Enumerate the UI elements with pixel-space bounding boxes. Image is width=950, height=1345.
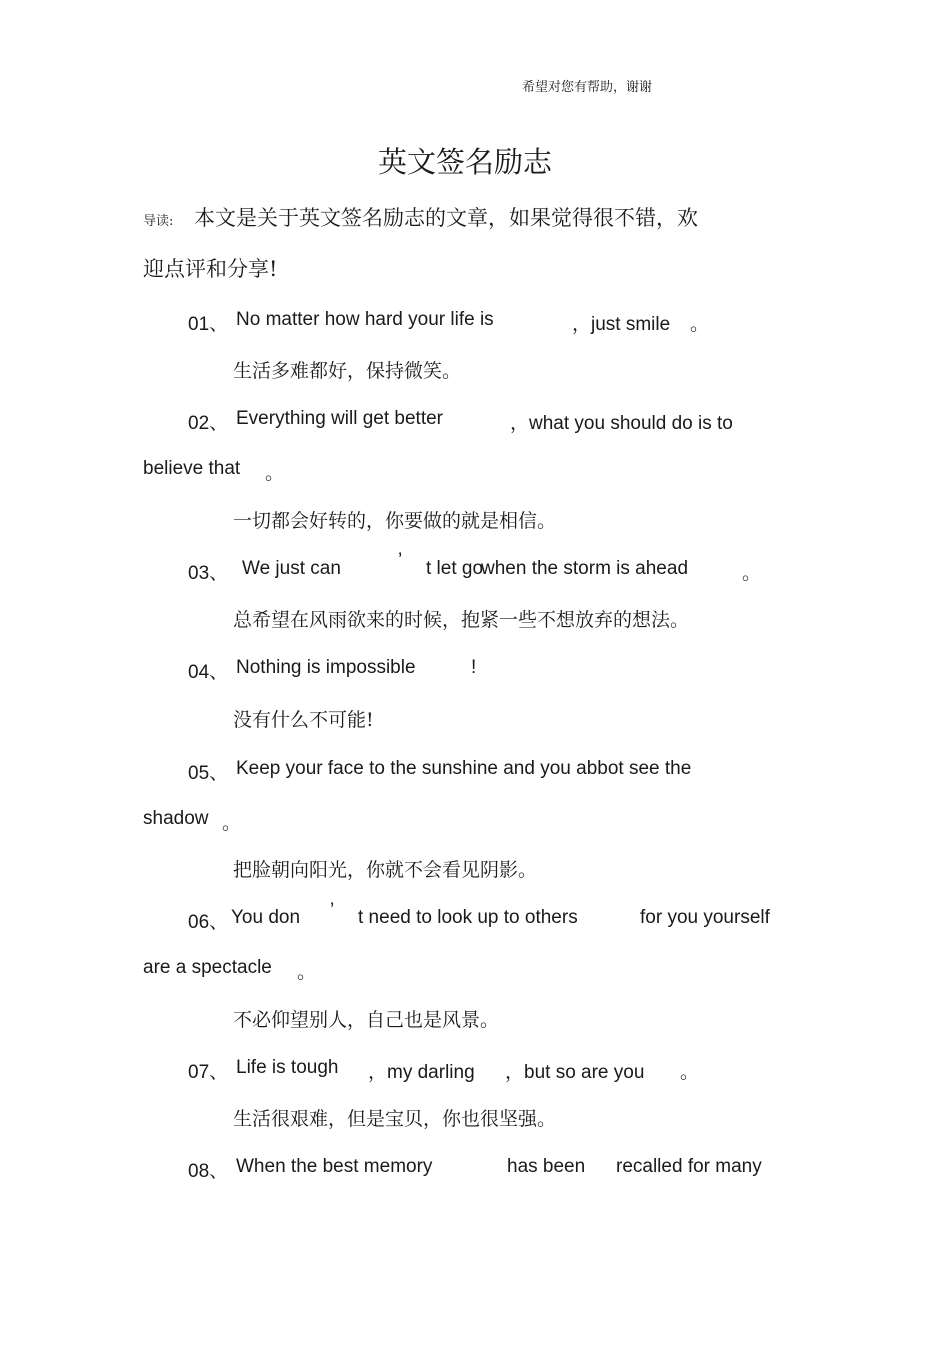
intro-line-1: 本文是关于英文签名励志的文章，如果觉得很不错，欢 (194, 206, 698, 230)
item-08-number: 08、 (188, 1161, 229, 1182)
item-05-en-cont-b: 。 (222, 813, 242, 834)
item-07-zh: 生活很艰难，但是宝贝，你也很坚强。 (233, 1108, 557, 1130)
item-06-zh: 不必仰望别人，自己也是风景。 (233, 1009, 500, 1031)
item-06-number: 06、 (188, 912, 229, 933)
item-07-en-b: ，my darling (368, 1062, 475, 1083)
intro-line-2: 迎点评和分享! (143, 257, 278, 281)
item-02-en-cont-b: 。 (265, 463, 285, 484)
item-06-apostrophe: ’ (330, 900, 335, 921)
item-03-number: 03、 (188, 563, 229, 584)
item-07-en-c: ，but so are you (505, 1062, 645, 1083)
header-note: 希望对您有帮助，谢谢 (522, 80, 653, 95)
item-01-zh: 生活多难都好，保持微笑。 (233, 360, 462, 382)
item-02-en-b: ，what you should do is to (510, 413, 733, 434)
item-05-zh: 把脸朝向阳光，你就不会看见阴影。 (233, 859, 538, 881)
item-08-en-c: recalled for many (616, 1156, 762, 1177)
item-03-zh: 总希望在风雨欲来的时候，抱紧一些不想放弃的想法。 (233, 609, 690, 631)
item-06-en-cont-a: are a spectacle (143, 957, 272, 978)
item-03-en-a: We just can (242, 558, 341, 579)
item-03-en-c: when the storm is ahead (481, 558, 689, 579)
item-06-en-b: t need to look up to others (358, 907, 578, 928)
item-06-en-c: for you yourself (640, 907, 770, 928)
item-02-en-cont-a: believe that (143, 458, 241, 479)
item-01-en-b: ，just smile (572, 314, 671, 335)
item-08-en-a: When the best memory (236, 1156, 433, 1177)
item-01-number: 01、 (188, 314, 229, 335)
item-05-number: 05、 (188, 763, 229, 784)
item-04-en-b: ! (471, 657, 477, 678)
item-04-number: 04、 (188, 662, 229, 683)
item-06-en-a: You don (231, 907, 301, 928)
item-08-en-b: has been (507, 1156, 586, 1177)
intro-label: 导读: (143, 214, 174, 229)
item-06-en-cont-b: 。 (297, 962, 317, 983)
item-03-en-d: 。 (742, 563, 762, 584)
item-02-number: 02、 (188, 413, 229, 434)
item-02-zh: 一切都会好转的，你要做的就是相信。 (233, 510, 557, 532)
item-07-en-d: 。 (680, 1062, 700, 1083)
item-04-zh: 没有什么不可能! (233, 709, 374, 731)
page-title: 英文签名励志 (377, 145, 552, 179)
item-01-en-a: No matter how hard your life is (236, 309, 494, 330)
item-04-en-a: Nothing is impossible (236, 657, 416, 678)
item-05-en-cont-a: shadow (143, 808, 209, 829)
item-07-number: 07、 (188, 1062, 229, 1083)
item-05-en-a: Keep your face to the sunshine and you abbot see the (236, 758, 692, 779)
item-01-en-c: 。 (690, 314, 710, 335)
item-02-en-a: Everything will get better (236, 408, 443, 429)
item-07-en-a: Life is tough (236, 1057, 339, 1078)
item-03-apostrophe: ’ (398, 550, 403, 571)
item-03-en-b: t let go (426, 558, 484, 579)
